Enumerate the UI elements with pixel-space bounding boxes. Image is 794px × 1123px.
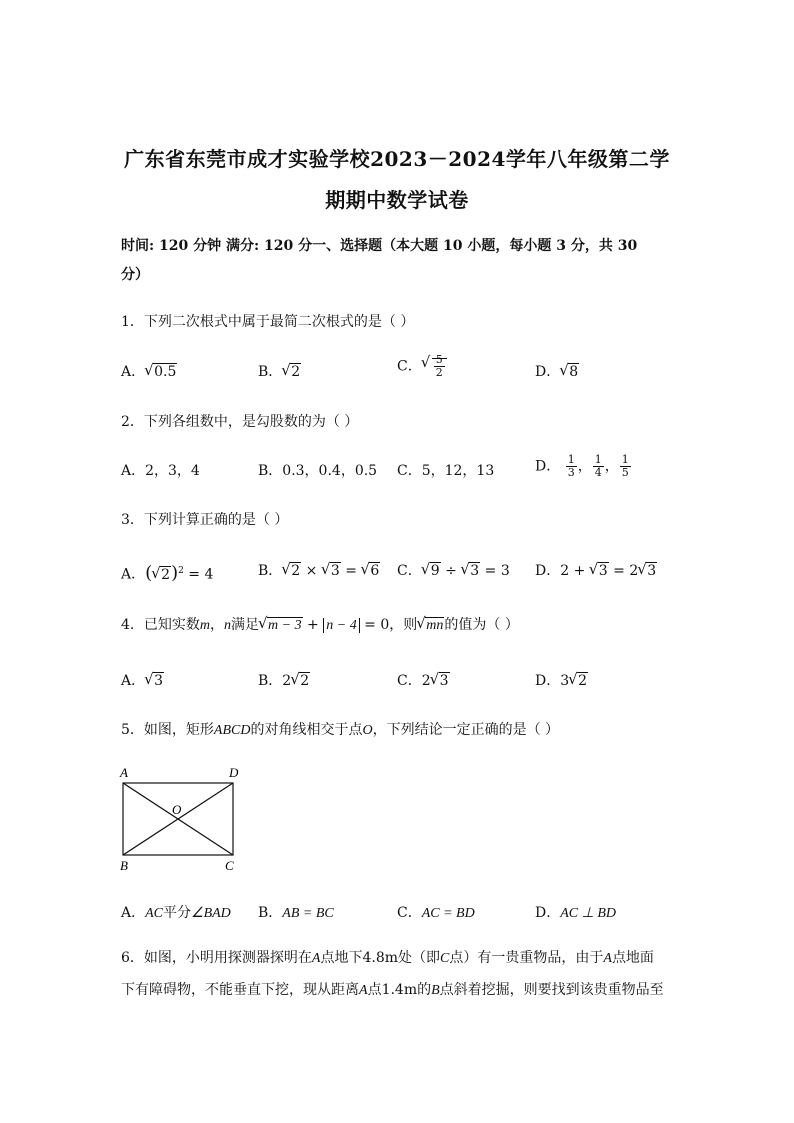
fraction [566,454,577,479]
vertex-label-d: D [229,765,239,780]
stem-text: ，则 [389,617,418,633]
stem-text: 5．如图，矩形 [121,722,214,738]
math-expr: AC [145,906,164,921]
stem-text: 点 [367,982,382,998]
option-label: C． [397,673,422,689]
vertex-label-a: A [120,765,128,780]
q1-option-b [258,362,301,382]
equals: = 2 [608,563,639,579]
stem-text: 的值为（ ） [444,617,519,633]
operator: × [301,563,322,579]
var-m: m [199,618,211,633]
sqrt-expr [259,615,303,636]
option-label: C． [397,358,422,375]
equals: = 3 [480,563,510,579]
distance-value: 1.4m [381,982,418,998]
q3-option-a [121,561,213,585]
numerator: 1 [621,453,629,466]
exponent: 2 [178,566,184,576]
sqrt-expr [145,362,177,382]
option-label: C． [397,905,422,921]
question-2-stem: 2．下列各组数中，是勾股数的为（ ） [121,414,359,430]
exam-info-line2: 分） [121,267,149,283]
q1-option-d [535,362,579,382]
point-name: B [431,983,440,998]
point-name: A [359,983,368,998]
q5-option-d [535,903,616,924]
q2-option-d [535,454,632,479]
coefficient: 2 [282,673,292,689]
sqrt-expr [291,671,310,691]
radicand: m − 3 [268,618,302,633]
sqrt-expr [590,561,609,581]
radicand: 3 [330,563,340,579]
option-label: D． [535,563,561,579]
denominator: 5 [621,466,629,479]
paren-open: ( [145,562,153,584]
stem-text: 下有障碍物，不能垂直下挖，现从距离 [121,982,359,998]
vertex-label-b: B [120,858,128,873]
stem-text: 点地面 [611,950,654,966]
question-6-line2 [121,980,664,1001]
q5-option-c [397,903,475,924]
sqrt-expr [282,561,301,581]
vertex-label-c: C [225,858,234,873]
radicand: 3 [647,563,657,579]
numerator: 1 [567,453,575,466]
point-name: C [440,951,450,966]
option-label: B． [258,673,283,689]
radicand: 3 [439,673,449,689]
exam-title-line1: 广东省东莞市成才实验学校2023－2024学年八年级第二学 [124,147,670,171]
radicand: 3 [598,563,608,579]
radicand: 3 [154,673,164,689]
fraction [620,454,631,479]
stem-text: 点地下 [320,950,363,966]
operator: ÷ [440,563,462,579]
stem-text: 处（即 [398,950,441,966]
radicand: 2 [300,673,310,689]
sqrt-expr [417,615,444,636]
stem-text: 点斜着挖掘，则要找到该贵重物品至 [439,982,664,998]
option-label: A． [121,673,146,689]
q4-option-b [258,671,310,691]
option-label: A． [121,905,146,921]
q3-option-d [535,561,657,581]
point-name: A [311,951,321,966]
stem-text: 6．如图，小明用探测器探明在 [121,950,312,966]
option-label: A． [121,364,146,380]
sqrt-expr [638,561,657,581]
q4-option-c [397,671,450,691]
option-label: C． [397,563,422,579]
radicand: 2 [578,673,588,689]
question-4-stem [121,615,519,636]
q5-option-a [121,903,231,924]
math-expr: AB = BC [282,906,334,921]
stem-text: 点）有一贵重物品，由于 [449,950,604,966]
sqrt-expr [361,561,380,581]
radicand: 0.5 [154,364,177,380]
denominator: 2 [435,366,443,379]
var-n: n [224,618,232,633]
option-label: A． [121,566,146,583]
math-expr: AC = BD [421,906,475,921]
q1-option-a [121,362,177,382]
q1-option-c [397,354,447,379]
sqrt-expr [431,671,450,691]
paren-close: ) [171,562,179,584]
fraction [434,354,445,379]
option-label: B． [258,364,283,380]
radicand: 2 [291,364,301,380]
stem-text: 满足 [231,617,260,633]
question-3-stem: 3．下列计算正确的是（ ） [121,512,289,528]
point-name: O [362,723,373,738]
coefficient: 3 [560,673,570,689]
q3-option-b [258,561,380,581]
stem-text: ，下列结论一定正确的是（ ） [372,722,560,738]
equals: = [340,563,362,579]
q3-option-c [397,561,510,581]
sqrt-expr [461,561,480,581]
stem-text: 的 [417,982,432,998]
rectangle-figure [112,763,252,875]
q2-option-c: C．5，12，13 [397,463,495,479]
radicand: 2 [291,563,301,579]
numerator: √ 5 [435,353,443,366]
equals: = 0 [359,617,390,633]
sqrt-expr [560,362,579,382]
radicand: 9 [430,563,440,579]
option-label: D． [535,458,561,475]
option-text: 平分 [163,905,192,921]
abs-expr: n − 4 [323,618,359,633]
question-1-stem: 1．下列二次根式中属于最简二次根式的是（ ） [121,314,415,330]
radicand: 3 [470,563,480,579]
exam-title-line2: 期期中数学试卷 [325,188,469,212]
radicand: 8 [569,364,579,380]
sqrt-expr [145,671,164,691]
coefficient: 2 [421,673,431,689]
separator: ， [577,458,592,475]
operator: + [302,617,324,633]
rect-name: ABCD [213,723,251,738]
separator: ， [604,458,619,475]
q4-option-d [535,671,588,691]
distance-value: 4.8m [362,950,399,966]
math-expr: ∠BAD [191,906,231,921]
radicand [432,353,447,379]
stem-text: 4．已知实数 [121,617,200,633]
sqrt-expr [322,561,341,581]
q2-option-b: B．0.3，0.4，0.5 [258,463,378,479]
fraction [593,454,604,479]
separator: ， [210,617,225,633]
option-label: D． [535,905,561,921]
radicand: 6 [370,563,380,579]
denominator: 3 [567,466,575,479]
denominator: 4 [594,466,602,479]
q5-option-b [258,903,334,924]
radicand: 2 [161,566,171,583]
expr-prefix: 2 + [560,563,590,579]
sqrt-expr [569,671,588,691]
radicand: mn [426,618,444,633]
question-5-stem [121,720,559,741]
q4-option-a [121,671,164,691]
q2-option-a: A．2，3，4 [121,463,200,479]
math-expr: AC ⊥ BD [560,906,616,921]
question-6-line1 [121,948,654,969]
stem-text: 的对角线相交于点 [250,722,363,738]
option-label: D． [535,673,561,689]
sqrt-expr [152,565,171,585]
option-label: B． [258,905,283,921]
option-label: B． [258,563,283,579]
point-name: A [603,951,612,966]
exam-info-line1: 时间: 120 分钟 满分: 120 分一、选择题（本大题 10 小题，每小题 3 分，共 30 [121,238,638,254]
sqrt-expr [422,354,447,379]
sqrt-expr [422,561,441,581]
center-label-o: O [172,802,182,817]
option-label: D． [535,364,561,380]
sqrt-expr [282,362,301,382]
expr-tail: = 4 [183,566,214,583]
numerator: 1 [594,453,602,466]
